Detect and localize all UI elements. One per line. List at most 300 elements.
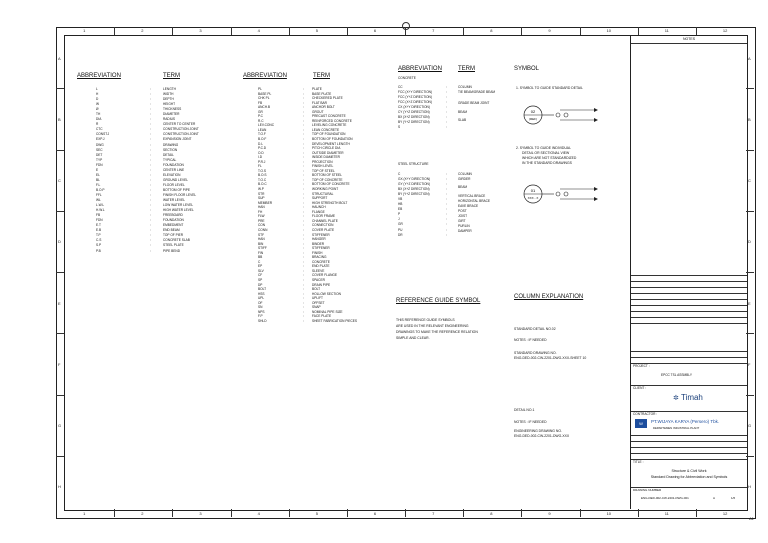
term-item: SHEET FABRICATION PIECES — [312, 318, 358, 323]
tb-line — [631, 453, 747, 454]
abbreviation-item: T.O.C — [258, 177, 267, 182]
symbol-item-2-line-2: DETAIL OR SECTIONAL VIEW — [522, 151, 570, 155]
tb-line — [631, 311, 747, 312]
term-item: OFFSET — [312, 300, 325, 305]
grid-column-label: 7 — [432, 511, 435, 516]
abbreviation-item: J — [398, 217, 400, 222]
tb-contractor-sub: DEPARTEMEN INDUSTRIAL PLANT — [653, 426, 700, 430]
abbreviation-item: FCC (X+Y DIRECTION) — [398, 90, 433, 95]
grid-tick — [56, 150, 64, 151]
term-item: BASE PLATE — [312, 91, 332, 96]
colon-separator: : — [303, 155, 304, 160]
tb-line — [631, 275, 747, 276]
grid-tick — [289, 509, 290, 517]
colon-separator: : — [303, 182, 304, 187]
section1-term-list — [163, 87, 199, 254]
abbreviation-item: DP — [258, 282, 263, 287]
grid-column-label: 4 — [257, 511, 260, 516]
abbreviation-item: BASE PL — [258, 91, 272, 96]
grid-column-label: 4 — [257, 28, 260, 33]
term-item: CHECKERED PLATE — [312, 96, 343, 101]
section3-abbreviation-header: ABBREVIATION — [398, 66, 442, 72]
bubble2-bottom-text: XXX - X — [527, 196, 539, 200]
section3-steel-subheader: STEEL STRUCTURE — [398, 162, 429, 166]
colon-separator: : — [303, 100, 304, 105]
colon-separator: : — [150, 233, 151, 238]
colon-separator: : — [303, 232, 304, 237]
grid-row-label: C — [58, 178, 61, 184]
grid-tick — [405, 509, 406, 517]
term-item: PRECAST CONCRETE — [312, 114, 346, 119]
section1-abbreviation-list — [96, 87, 109, 254]
grid-tick — [746, 395, 754, 396]
center-mark-icon — [402, 22, 410, 30]
abbreviation-item: SHLD — [258, 318, 267, 323]
colon-separator: : — [303, 105, 304, 110]
abbreviation-item: MEMBER — [258, 200, 272, 205]
colon-separator: : — [303, 196, 304, 201]
symbol-header: SYMBOL — [514, 66, 540, 72]
colon-separator: : — [303, 227, 304, 232]
section3-steel-colon-list — [446, 172, 447, 238]
term-item: FREEBOARD — [163, 213, 183, 218]
grid-tick — [463, 509, 464, 517]
term-item: SUPPORT — [312, 196, 328, 201]
tb-line — [631, 281, 747, 282]
term-item: TYPICAL — [163, 157, 177, 162]
abbreviation-item: HB — [398, 202, 403, 207]
colon-separator: : — [303, 305, 304, 310]
grid-tick — [56, 211, 64, 212]
abbreviation-item: FH — [258, 209, 263, 214]
term-item: FLANGE — [312, 209, 325, 214]
abbreviation-item: I.D — [258, 155, 263, 160]
colon-separator: : — [303, 132, 304, 137]
section2-term-list — [312, 87, 357, 323]
abbreviation-item: EXP.J — [96, 137, 105, 142]
term-item: HIGH STRENGTH BOLT — [312, 200, 348, 205]
abbreviation-item: C — [258, 259, 261, 264]
term-item: VERTICAL BRACE — [458, 193, 486, 198]
term-item: CHANNEL PLATE — [312, 218, 338, 223]
colon-separator: : — [150, 147, 151, 152]
colon-separator: : — [150, 157, 151, 162]
abbreviation-item: B.O.C — [258, 182, 267, 187]
term-item: WATER LEVEL — [163, 198, 185, 203]
term-item: GROUND LEVEL — [163, 177, 188, 182]
colon-separator: : — [303, 164, 304, 169]
abbreviation-item: CC — [398, 85, 403, 89]
section1-colon-list — [150, 87, 151, 254]
column-explanation-a2: NOTES : IF NEEDED — [514, 338, 547, 342]
abbreviation-item: CON — [258, 223, 266, 228]
abbreviation-item: W.P — [258, 187, 264, 192]
term-item: DRAIN PIPE — [312, 282, 331, 287]
abbreviation-item: FB — [96, 213, 101, 218]
title-block — [630, 35, 747, 509]
abbreviation-item: VB — [398, 197, 403, 202]
term-item: CENTER TO CENTER — [163, 122, 196, 127]
abbreviation-item: F.P — [258, 314, 263, 319]
grid-row-label: B — [748, 116, 751, 122]
grid-column-label: 8 — [490, 511, 493, 516]
colon-separator: : — [303, 241, 304, 246]
abbreviation-item: DET — [96, 152, 103, 157]
grid-column-label: 9 — [548, 28, 551, 33]
colon-separator: : — [303, 255, 304, 260]
column-explanation-b2: NOTES : IF NEEDED — [514, 420, 547, 424]
grid-tick — [746, 333, 754, 334]
grid-row-label: E — [748, 300, 751, 306]
abbreviation-item: L — [96, 87, 98, 91]
abbreviation-item: TYP — [96, 157, 103, 162]
colon-separator: : — [446, 177, 447, 182]
tb-line — [631, 305, 747, 306]
abbreviation-item: ANCH.B — [258, 105, 271, 110]
abbreviation-item: B.O.S — [258, 173, 267, 178]
abbreviation-item: E.T — [96, 223, 101, 228]
colon-separator: : — [446, 110, 447, 115]
term-item: FINISH LEVEL — [312, 164, 334, 169]
term-item: PITCH CIRCLE DIA — [312, 146, 341, 151]
term-item: CONCRETE — [312, 259, 330, 264]
abbreviation-item: CF — [258, 273, 263, 278]
grid-tick — [746, 88, 754, 89]
standard-detail-symbol-icon — [512, 98, 602, 138]
term-item: DEPTH — [163, 97, 174, 102]
grid-column-label: 3 — [199, 511, 202, 516]
grid-tick — [114, 27, 115, 35]
abbreviation-item: WL — [96, 198, 101, 203]
colon-separator: : — [303, 318, 304, 323]
colon-separator: : — [446, 202, 447, 207]
term-item: COVER PLATE — [312, 227, 335, 232]
term-item: TIE BEAM/GRADE BEAM — [458, 90, 496, 95]
bubble1-top-text: 02 — [530, 109, 536, 114]
abbreviation-item: LEAN — [258, 127, 267, 132]
colon-separator: : — [303, 146, 304, 151]
bubble2-top-text: 01 — [530, 188, 536, 193]
tb-line — [631, 351, 747, 352]
abbreviation-item: H.W.L — [96, 208, 105, 213]
grid-tick — [746, 150, 754, 151]
tb-line — [631, 435, 747, 436]
colon-separator: : — [303, 168, 304, 173]
abbreviation-item: T.O.F — [258, 132, 266, 137]
abbreviation-item: CHK PL — [258, 96, 270, 101]
colon-separator: : — [150, 248, 151, 253]
colon-separator: : — [150, 122, 151, 127]
abbreviation-item: FIN — [258, 250, 264, 255]
colon-separator: : — [303, 218, 304, 223]
abbreviation-item: D.L — [258, 141, 263, 146]
abbreviation-item: C — [398, 172, 401, 176]
term-item: FLOOR LEVEL — [163, 182, 185, 187]
abbreviation-item: S.P — [96, 243, 102, 248]
colon-separator: : — [303, 296, 304, 301]
tb-line — [631, 323, 747, 324]
section3-steel-abbreviation-list — [398, 172, 430, 238]
grid-tick — [521, 27, 522, 35]
term-item: BRACING — [312, 255, 327, 260]
colon-separator: : — [150, 167, 151, 172]
term-item: FINISH — [312, 250, 323, 255]
term-item: CONSTRUCTION JOINT — [163, 132, 199, 137]
abbreviation-item: GR — [258, 109, 263, 114]
abbreviation-item: P.R.J — [258, 159, 266, 164]
abbreviation-item: BX (X+Z DIRECTION) — [398, 115, 430, 120]
colon-separator: : — [150, 223, 151, 228]
term-item: GIRT — [458, 218, 466, 223]
grid-column-label: 2 — [141, 511, 144, 516]
corner-label: A1 — [749, 516, 754, 521]
tb-contractor-value: PT.WIJAYA KARYA (Persero) Tbk. — [651, 419, 720, 424]
abbreviation-item: T.O.S — [258, 168, 266, 173]
term-item: HORIZONTAL BRACE — [458, 198, 491, 203]
colon-separator: : — [303, 191, 304, 196]
term-item: LOW WATER LEVEL — [163, 203, 194, 208]
abbreviation-item: CONN — [258, 227, 268, 232]
colon-separator: : — [303, 187, 304, 192]
abbreviation-item: E.B — [96, 228, 102, 233]
term-item: NOMINAL PIPE SIZE — [312, 309, 343, 314]
term-item: BEAM — [458, 109, 468, 114]
term-item: INSIDE DIAMETER — [312, 155, 340, 160]
grid-row-label: A — [58, 55, 61, 61]
colon-separator: : — [150, 187, 151, 192]
colon-separator: : — [150, 162, 151, 167]
abbreviation-item: EB — [398, 207, 403, 212]
colon-separator: : — [150, 132, 151, 137]
term-item: LENGTH — [163, 87, 176, 91]
grid-column-label: 5 — [315, 511, 318, 516]
grid-row-label: E — [58, 300, 61, 306]
colon-separator: : — [303, 96, 304, 101]
column-explanation-a4: ENG-DED-002-CW-2201-DWG-XXX-SHEET 10 — [514, 356, 587, 360]
colon-separator: : — [446, 182, 447, 187]
section2-abbreviation-list — [258, 87, 274, 323]
term-item: PURLIN — [458, 223, 470, 228]
grid-row-label: D — [748, 239, 751, 245]
client-logo — [673, 393, 703, 402]
tb-line — [631, 385, 747, 386]
colon-separator: : — [303, 246, 304, 251]
colon-separator: : — [446, 232, 447, 237]
abbreviation-item: H — [96, 92, 99, 97]
term-item: CONNECTION — [312, 223, 334, 228]
grid-tick — [347, 509, 348, 517]
grid-row-label: B — [58, 116, 61, 122]
term-item: LEAN CONCRETE — [312, 127, 340, 132]
abbreviation-item: PU — [398, 227, 403, 232]
reference-guide-header: REFERENCE GUIDE SYMBOL — [396, 298, 481, 304]
abbreviation-item: T.P — [96, 233, 101, 238]
term-item: TOP OF STEEL — [312, 168, 335, 173]
grid-row-label: F — [748, 361, 751, 367]
colon-separator: : — [303, 177, 304, 182]
grid-column-label: 12 — [722, 511, 728, 516]
term-item: FACE PLATE — [312, 314, 332, 319]
term-item: CONSTRUCTION JOINT — [163, 127, 199, 132]
colon-separator: : — [150, 102, 151, 107]
timah-logo-icon: ✲ — [673, 395, 679, 402]
abbreviation-item: TH — [96, 112, 101, 117]
abbreviation-item: P — [398, 212, 401, 217]
colon-separator: : — [303, 309, 304, 314]
term-item: SPACER — [312, 277, 325, 282]
abbreviation-item: OF — [258, 300, 263, 305]
abbreviation-item: CTC — [96, 127, 103, 132]
term-item: DIAMETER — [163, 112, 180, 117]
abbreviation-item: EP — [258, 264, 263, 269]
term-item: PLATE — [312, 87, 322, 91]
grid-row-label: G — [58, 423, 62, 429]
abbreviation-item: HAN — [258, 237, 265, 242]
grid-tick — [56, 333, 64, 334]
grid-tick — [289, 27, 290, 35]
column-explanation-a3: STANDARD DRAWING NO. — [514, 351, 557, 355]
colon-separator: : — [303, 205, 304, 210]
abbreviation-item: UPL — [258, 296, 265, 301]
abbreviation-item: STF — [258, 232, 265, 237]
abbreviation-item: CY (Y+Z DIRECTION) — [398, 110, 430, 115]
colon-separator: : — [303, 314, 304, 319]
tb-line — [631, 317, 747, 318]
term-item: HEIGHT — [163, 102, 176, 107]
colon-separator: : — [446, 125, 447, 130]
grid-column-label: 2 — [141, 28, 144, 33]
colon-separator: : — [303, 223, 304, 228]
term-item: HAUNCH — [312, 205, 326, 210]
term-item: PROJECTION — [312, 159, 333, 164]
abbreviation-item: P.B — [96, 248, 101, 253]
abbreviation-item: BB — [258, 255, 263, 260]
term-item: FLOOR FRAME — [312, 214, 336, 219]
abbreviation-item: FL — [258, 164, 262, 169]
grid-tick — [696, 27, 697, 35]
colon-separator: : — [303, 209, 304, 214]
tb-drawing-number-label: DRAWING NUMBER — [633, 488, 662, 492]
abbreviation-item: GR — [398, 222, 403, 227]
term-item: CENTER LINE — [163, 167, 185, 172]
abbreviation-item: DWG — [96, 142, 104, 147]
abbreviation-item: NPS — [258, 309, 265, 314]
term-item: EXPANSION JOINT — [163, 137, 192, 142]
grid-tick — [114, 509, 115, 517]
grid-row-label: C — [748, 178, 751, 184]
column-explanation-header: COLUMN EXPLANATION — [514, 294, 584, 300]
abbreviation-item: B.O.F — [258, 137, 267, 142]
colon-separator: : — [303, 123, 304, 128]
symbol-item-2-line-1: 2. SYMBOL TO GUIDE INDIVIDUAL — [516, 146, 571, 150]
term-item: BOTTOM OF STEEL — [312, 173, 342, 178]
grid-tick — [231, 27, 232, 35]
grid-tick — [696, 509, 697, 517]
colon-separator: : — [150, 182, 151, 187]
colon-separator: : — [303, 268, 304, 273]
tb-line — [631, 459, 747, 460]
colon-separator: : — [446, 85, 447, 89]
term-item: EAVE BRACE — [458, 203, 479, 208]
section3-concrete-term-list — [458, 85, 495, 123]
abbreviation-item: BY (Y+Z DIRECTION) — [398, 120, 430, 125]
term-item: END PLATE — [312, 264, 330, 269]
abbreviation-item: BIN — [258, 241, 264, 246]
colon-separator: : — [303, 277, 304, 282]
reference-line-2: ARE USED IN THE RELEVANT ENGINEERING — [396, 324, 469, 328]
term-item: HIGH WATER LEVEL — [163, 208, 194, 213]
term-item: UPLIFT — [312, 296, 323, 301]
grid-row-label: F — [58, 361, 61, 367]
abbreviation-item: FDN — [96, 162, 103, 167]
term-item: SECTION — [163, 147, 178, 152]
reference-line-3: DRAWINGS TO MAKE THE REFERENCE RELATION — [396, 330, 478, 334]
abbreviation-item: HSS — [258, 291, 265, 296]
term-item: TOP OF CONCRETE — [312, 177, 343, 182]
reference-line-1: THIS REFERENCE GUIDE SYMBOLS — [396, 318, 455, 322]
colon-separator: : — [150, 238, 151, 243]
colon-separator: : — [303, 287, 304, 292]
section1-abbreviation-header: ABBREVIATION — [77, 73, 121, 79]
section3-concrete-colon-list — [446, 85, 447, 130]
colon-separator: : — [150, 152, 151, 157]
abbreviation-item: FCC (Y+Z DIRECTION) — [398, 95, 432, 100]
tb-revision-value: A — [713, 496, 716, 500]
abbreviation-item: BL — [96, 177, 100, 182]
colon-separator: : — [446, 217, 447, 222]
term-item: TOP OF FOUNDATION — [312, 132, 346, 137]
abbreviation-item: SP — [258, 277, 263, 282]
grid-column-label: 7 — [432, 28, 435, 33]
colon-separator: : — [303, 282, 304, 287]
colon-separator: : — [303, 250, 304, 255]
abbreviation-item: GY (Y+Z DIRECTION) — [398, 182, 430, 187]
colon-separator: : — [303, 259, 304, 264]
colon-separator: : — [303, 118, 304, 123]
colon-separator: : — [303, 214, 304, 219]
grid-column-label: 6 — [373, 28, 377, 33]
term-item: BEAM — [458, 185, 468, 190]
colon-separator: : — [446, 187, 447, 192]
term-item: HANGER — [312, 237, 326, 242]
colon-separator: : — [303, 87, 304, 91]
tb-title-line-1: Structure & Civil Work — [671, 469, 707, 473]
colon-separator: : — [150, 142, 151, 147]
term-item: GROUT — [312, 109, 324, 114]
abbreviation-item: Ø — [96, 107, 99, 112]
colon-separator: : — [150, 137, 151, 142]
term-item: FOUNDATION — [163, 162, 184, 167]
term-item: WORKING POINT — [312, 187, 339, 192]
colon-separator: : — [150, 198, 151, 203]
abbreviation-item: DR — [398, 232, 403, 237]
abbreviation-item: GX (X+Y DIRECTION) — [398, 177, 431, 182]
grid-row-label: D — [58, 239, 61, 245]
term-item: OUTSIDE DIAMETER — [312, 150, 344, 155]
abbreviation-item: STIFF — [258, 246, 267, 251]
abbreviation-item: L.W.L — [96, 203, 105, 208]
abbreviation-item: FFL — [96, 192, 102, 197]
section1-term-header: TERM — [163, 73, 180, 79]
abbreviation-item: P.C — [258, 114, 263, 119]
tb-project-label: PROJECT : — [633, 364, 650, 368]
colon-separator: : — [446, 100, 447, 105]
colon-separator: : — [150, 228, 151, 233]
term-item: DEVELOPMENT LENGTH — [312, 141, 350, 146]
abbreviation-item: LEV.CONC — [258, 123, 275, 128]
colon-separator: : — [150, 92, 151, 97]
colon-separator: : — [446, 227, 447, 232]
